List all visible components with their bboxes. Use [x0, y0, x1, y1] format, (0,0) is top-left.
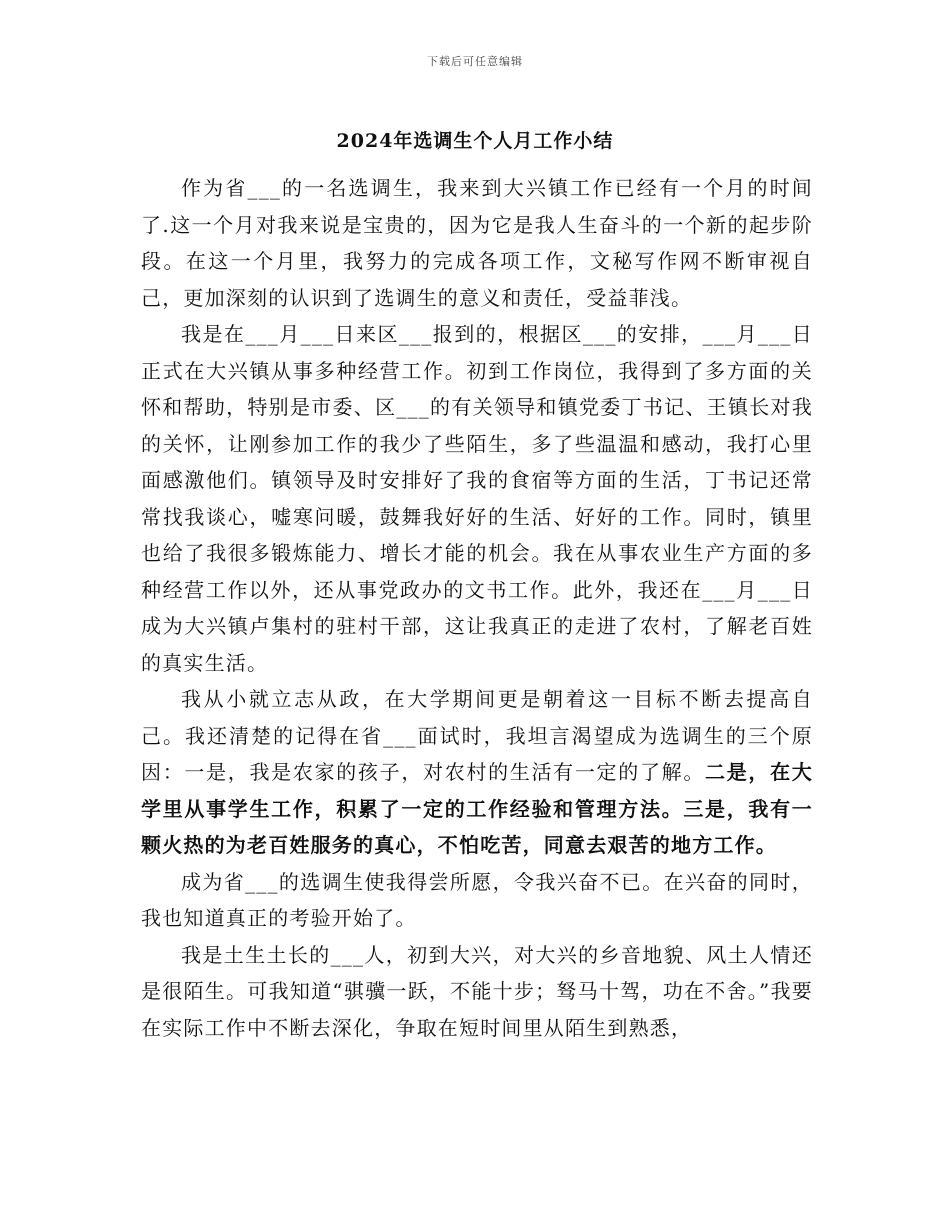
- paragraph-motivation-bold-text: 二是，在大学里从事学生工作，积累了一定的工作经验和管理方法。三是，我有一颗火热的为老百姓服务的真心，不怕吃苦，同意去艰苦的地方工作。: [141, 760, 814, 857]
- paragraph-excitement: 成为省___的选调生使我得尝所愿，令我兴奋不已。在兴奋的同时，我也知道真正的考验开始了。: [141, 869, 813, 930]
- paragraph-intro: 作为省___的一名选调生，我来到大兴镇工作已经有一个月的时间了.这一个月对我来说是宝贵的，因为它是我人生奋斗的一个新的起步阶段。在这一个月里，我努力的完成各项工作，文秘写作网不断审视自己，更加深刻的认识到了选调生的意义和责任，受益菲浅。: [141, 176, 813, 310]
- paragraph-motivation: [141, 681, 813, 864]
- document-title: 2024年选调生个人月工作小结: [336, 130, 614, 152]
- paragraph-motivation-text: 我从小就立志从政，在大学期间更是朝着这一目标不断去提高自己。我还清楚的记得在省___面试时，我坦言渴望成为选调生的三个原因：一是，我是农家的孩子，对农村的生活有一定的了解。: [141, 687, 813, 784]
- paragraph-local: 我是土生土长的___人，初到大兴，对大兴的乡音地貌、风土人情还是很陌生。可我知道“骐骥一跃，不能十步；驽马十驾，功在不舍。”我要在实际工作中不断去深化，争取在短时间里从陌生到熟悉，: [141, 942, 813, 1040]
- page-header-note: 下载后可任意编辑: [427, 55, 523, 68]
- paragraph-arrival: 我是在___月___日来区___报到的，根据区___的安排，___月___日正式在大兴镇从事多种经营工作。初到工作岗位，我得到了多方面的关怀和帮助，特别是市委、区___的有关领导和镇党委丁书记、王镇长对我的关怀，让刚参加工作的我少了些陌生，多了些温温和感动，我打心里面感激他们。镇领导及时安排好了我的食宿等方面的生活，丁书记还常常找我谈心，嘘寒问暖，鼓舞我好好的生活、好好的工作。同时，镇里也给了我很多锻炼能力、增长才能的机会。我在从事农业生产方面的多种经营工作以外，还从事党政办的文书工作。此外，我还在___月___日成为大兴镇卢集村的驻村干部，这让我真正的走进了农村，了解老百姓的真实生活。: [141, 322, 813, 675]
- document-body: [141, 170, 813, 1046]
